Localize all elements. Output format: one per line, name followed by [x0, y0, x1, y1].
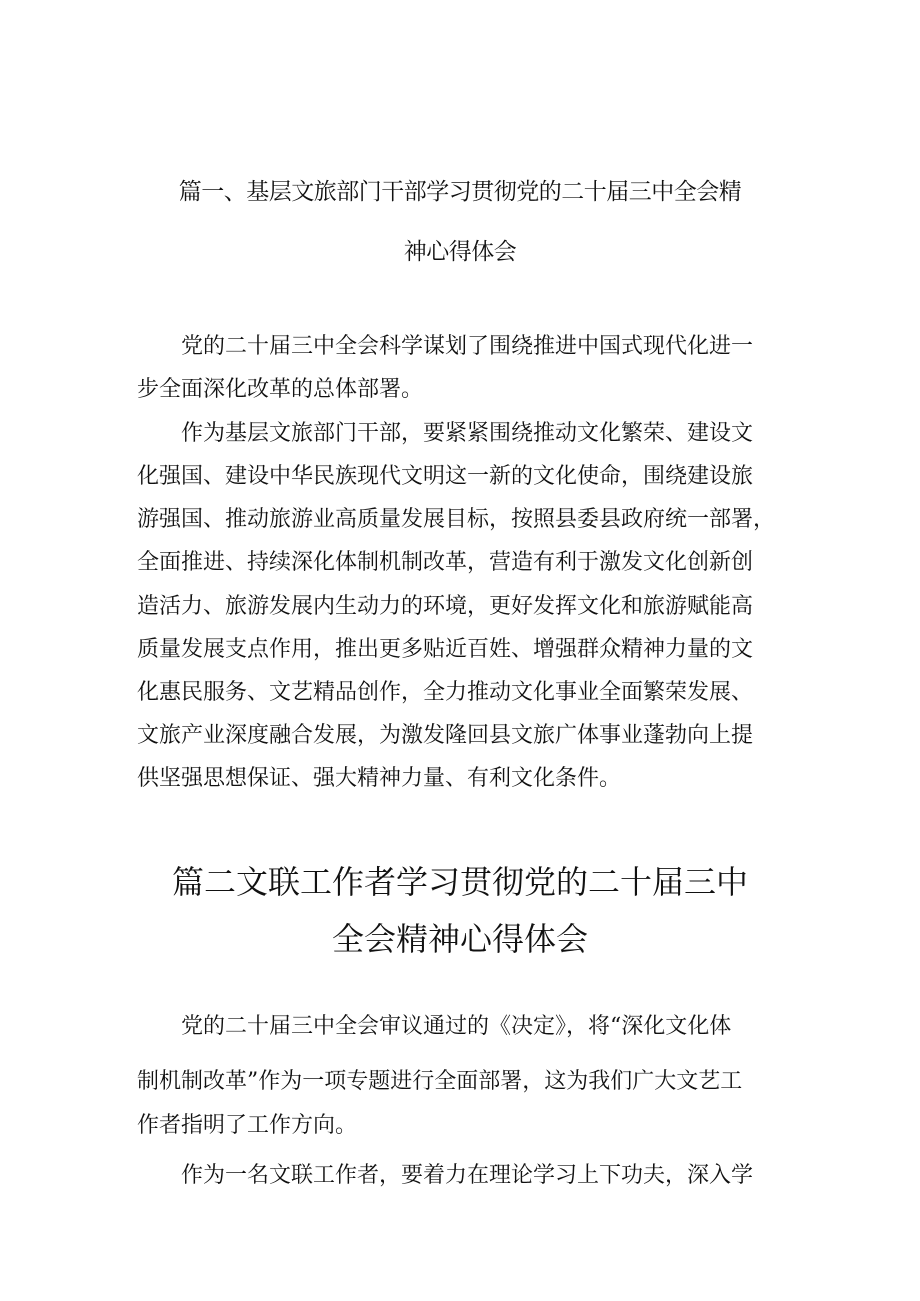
paragraph-line: 全面推进、持续深化体制机制改革，营造有利于激发文化创新创: [137, 550, 754, 575]
paragraph-line: 供坚强思想保证、强大精神力量、有利文化条件。: [137, 766, 622, 791]
paragraph-line: 党的二十届三中全会科学谋划了围绕推进中国式现代化进一: [137, 334, 754, 359]
paragraph-line: 步全面深化改革的总体部署。: [137, 377, 424, 402]
paragraph-line: 游强国、推动旅游业高质量发展目标，按照县委县政府统一部署，: [137, 507, 776, 532]
paragraph-line: 作为基层文旅部门干部，要紧紧围绕推动文化繁荣、建设文: [137, 421, 754, 446]
section2-title-line2: 全会精神心得体会: [331, 920, 588, 958]
paragraph-line: 党的二十届三中全会审议通过的《决定》，将“深化文化体: [137, 1014, 732, 1039]
paragraph-line: 造活力、旅游发展内生动力的环境，更好发挥文化和旅游赋能高: [137, 594, 754, 619]
paragraph-line: 化惠民服务、文艺精品创作，全力推动文化事业全面繁荣发展、: [137, 680, 754, 705]
paragraph-line: 质量发展支点作用，推出更多贴近百姓、增强群众精神力量的文: [137, 637, 754, 662]
paragraph-line: 作者指明了工作方向。: [137, 1113, 358, 1138]
paragraph-line: 文旅产业深度融合发展，为激发隆回县文旅广体事业蓬勃向上提: [137, 723, 754, 748]
paragraph-line: 制机制改革”作为一项专题进行全面部署，这为我们广大文艺工: [137, 1069, 743, 1094]
paragraph-line: 化强国、建设中华民族现代文明这一新的文化使命，围绕建设旅: [137, 464, 754, 489]
paragraph-line: 作为一名文联工作者，要着力在理论学习上下功夫，深入学: [137, 1163, 754, 1188]
section2-title-line1: 篇二文联工作者学习贯彻党的二十届三中: [171, 863, 748, 901]
section1-title-line2: 神心得体会: [403, 239, 517, 265]
section1-title-line1: 篇一、基层文旅部门干部学习贯彻党的二十届三中全会精: [178, 179, 742, 205]
